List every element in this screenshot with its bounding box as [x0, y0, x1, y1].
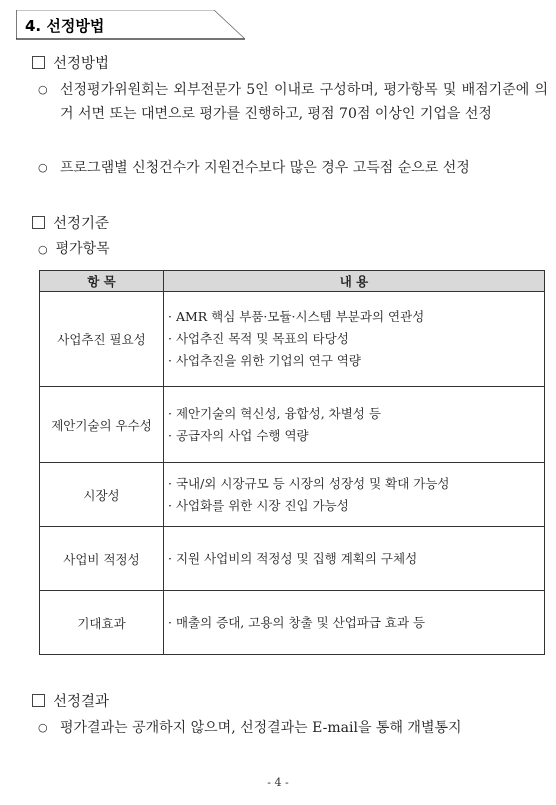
method-bullet-2-text: 프로그램별 신청건수가 지원건수보다 많은 경우 고득점 순으로 선정 — [60, 160, 470, 176]
content-line: · 국내/외 시장규모 등 시장의 성장성 및 확대 가능성 — [168, 475, 450, 491]
table-cell-item: 사업비 적정성 — [40, 527, 164, 591]
table-cell-item: 시장성 — [40, 463, 164, 527]
checkbox-square-icon — [32, 216, 45, 229]
table-header-row — [40, 271, 545, 292]
table-header-content: 내 용 — [164, 271, 545, 292]
heading-method-label: 선정방법 — [53, 56, 110, 72]
circle-bullet-icon: ○ — [38, 721, 48, 734]
circle-bullet-icon: ○ — [38, 161, 48, 174]
heading-method — [32, 52, 109, 73]
table-row — [40, 292, 545, 387]
section-title: 4. 선정방법 — [25, 17, 105, 35]
heading-criteria — [32, 212, 109, 233]
method-bullet-1 — [38, 78, 548, 126]
table-cell-content — [164, 387, 545, 463]
evaluation-table — [39, 270, 545, 655]
table-cell-item: 제안기술의 우수성 — [40, 387, 164, 463]
table-row — [40, 591, 545, 655]
table-row — [40, 463, 545, 527]
table-header-item: 항 목 — [40, 271, 164, 292]
heading-result — [32, 690, 109, 711]
table-cell-item: 기대효과 — [40, 591, 164, 655]
table-row — [40, 527, 545, 591]
method-bullet-2 — [38, 156, 548, 180]
table-cell-content — [164, 527, 545, 591]
result-bullet-1 — [38, 716, 548, 740]
circle-bullet-icon: ○ — [38, 243, 48, 256]
section-title-box — [16, 10, 244, 40]
content-line: · 공급자의 사업 수행 역량 — [168, 427, 309, 443]
subheading-evaluation-items-label: 평가항목 — [55, 241, 110, 257]
table-row — [40, 387, 545, 463]
table-cell-item: 사업추진 필요성 — [40, 292, 164, 387]
subheading-evaluation-items — [38, 238, 110, 258]
content-line: · 사업추진을 위한 기업의 연구 역량 — [168, 353, 361, 368]
page-number: - 4 - — [267, 776, 289, 789]
content-line: · AMR 핵심 부품·모듈·시스템 부분과의 연관성 — [168, 309, 425, 324]
heading-result-label: 선정결과 — [53, 694, 110, 710]
content-line: · 사업화를 위한 시장 진입 가능성 — [168, 497, 349, 513]
circle-bullet-icon: ○ — [38, 83, 48, 96]
method-bullet-1-text: 선정평가위원회는 외부전문가 5인 이내로 구성하며, 평가항목 및 배점기준에 의거 서면 또는 대면으로 평가를 진행하고, 평점 70점 이상인 기업을 선정 — [60, 82, 548, 122]
content-line: · 사업추진 목적 및 목표의 타당성 — [168, 331, 349, 346]
result-bullet-1-text: 평가결과는 공개하지 않으며, 선정결과는 E-mail을 통해 개별통지 — [60, 720, 462, 736]
checkbox-square-icon — [32, 56, 45, 69]
content-line: · 매출의 증대, 고용의 창출 및 산업파급 효과 등 — [168, 614, 426, 630]
content-line: · 지원 사업비의 적정성 및 집행 계획의 구체성 — [168, 550, 418, 566]
checkbox-square-icon — [32, 694, 45, 707]
heading-criteria-label: 선정기준 — [53, 216, 110, 232]
table-cell-content — [164, 463, 545, 527]
content-line: · 제안기술의 혁신성, 융합성, 차별성 등 — [168, 405, 381, 421]
table-cell-content — [164, 292, 545, 387]
table-cell-content — [164, 591, 545, 655]
